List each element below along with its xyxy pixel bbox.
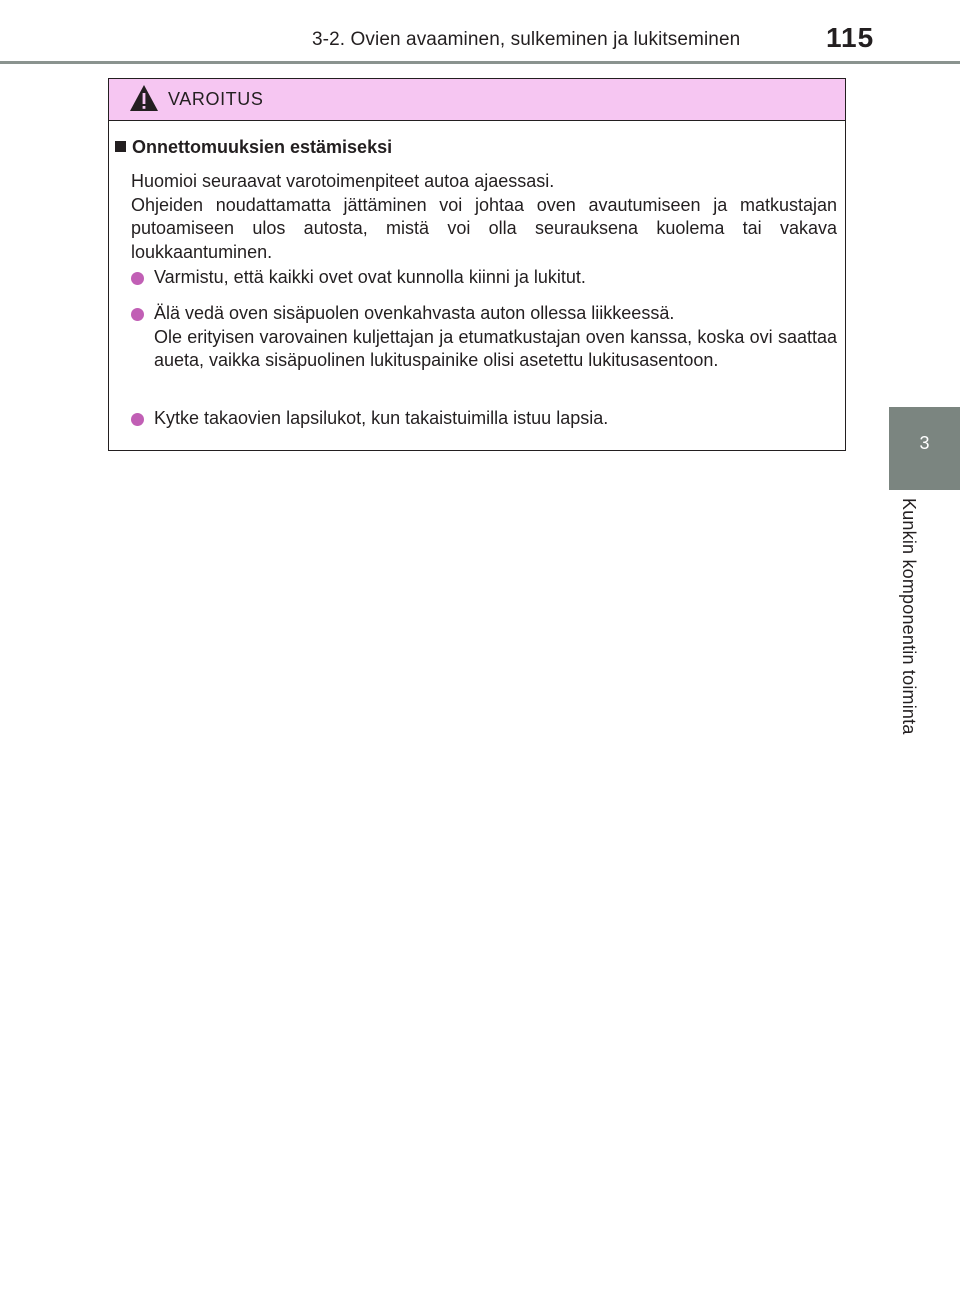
header-divider: [0, 61, 960, 64]
intro-line-1: Huomioi seuraavat varotoimenpiteet autoa ajaessasi.: [131, 171, 555, 191]
warning-label: VAROITUS: [168, 89, 264, 109]
chapter-title: Kunkin komponentin toiminta: [899, 498, 919, 735]
list-item-text: Älä vedä oven sisäpuolen ovenkahvasta auton ollessa liikkeessä.: [154, 303, 675, 323]
warning-triangle-icon: [129, 84, 159, 112]
list-item: [131, 407, 837, 431]
bullet-dot-icon: [131, 272, 144, 285]
chapter-tab: [889, 407, 960, 490]
list-item-text: Varmistu, että kaikki ovet ovat kunnolla kiinni ja lukitut.: [154, 267, 586, 287]
list-item-detail: Ole erityisen varovainen kuljettajan ja etumatkustajan oven kanssa, koska ovi saattaa aueta, vaikka sisäpuolinen lukituspainike olisi asetettu lukitusasentoon.: [154, 326, 837, 370]
bullet-dot-icon: [131, 308, 144, 321]
square-bullet-icon: [115, 141, 126, 152]
section-title: 3-2. Ovien avaaminen, sulkeminen ja lukitseminen: [312, 29, 741, 50]
chapter-number: 3: [919, 433, 930, 453]
warning-heading: [115, 136, 392, 160]
page-number: 115: [826, 22, 875, 53]
warning-header: [109, 79, 845, 121]
intro-line-2: Ohjeiden noudattamatta jättäminen voi johtaa oven avautumiseen ja matkustajan putoamiseen ulos autosta, mistä voi olla seurauksena kuolema tai vakava loukkaantuminen.: [131, 194, 837, 262]
list-item: [131, 266, 837, 290]
warning-intro: [131, 170, 837, 264]
list-item-text: Kytke takaovien lapsilukot, kun takaistuimilla istuu lapsia.: [154, 408, 609, 428]
warning-heading-text: Onnettomuuksien estämiseksi: [132, 137, 393, 157]
warning-box: [108, 78, 846, 451]
list-item: [131, 302, 837, 373]
bullet-dot-icon: [131, 413, 144, 426]
